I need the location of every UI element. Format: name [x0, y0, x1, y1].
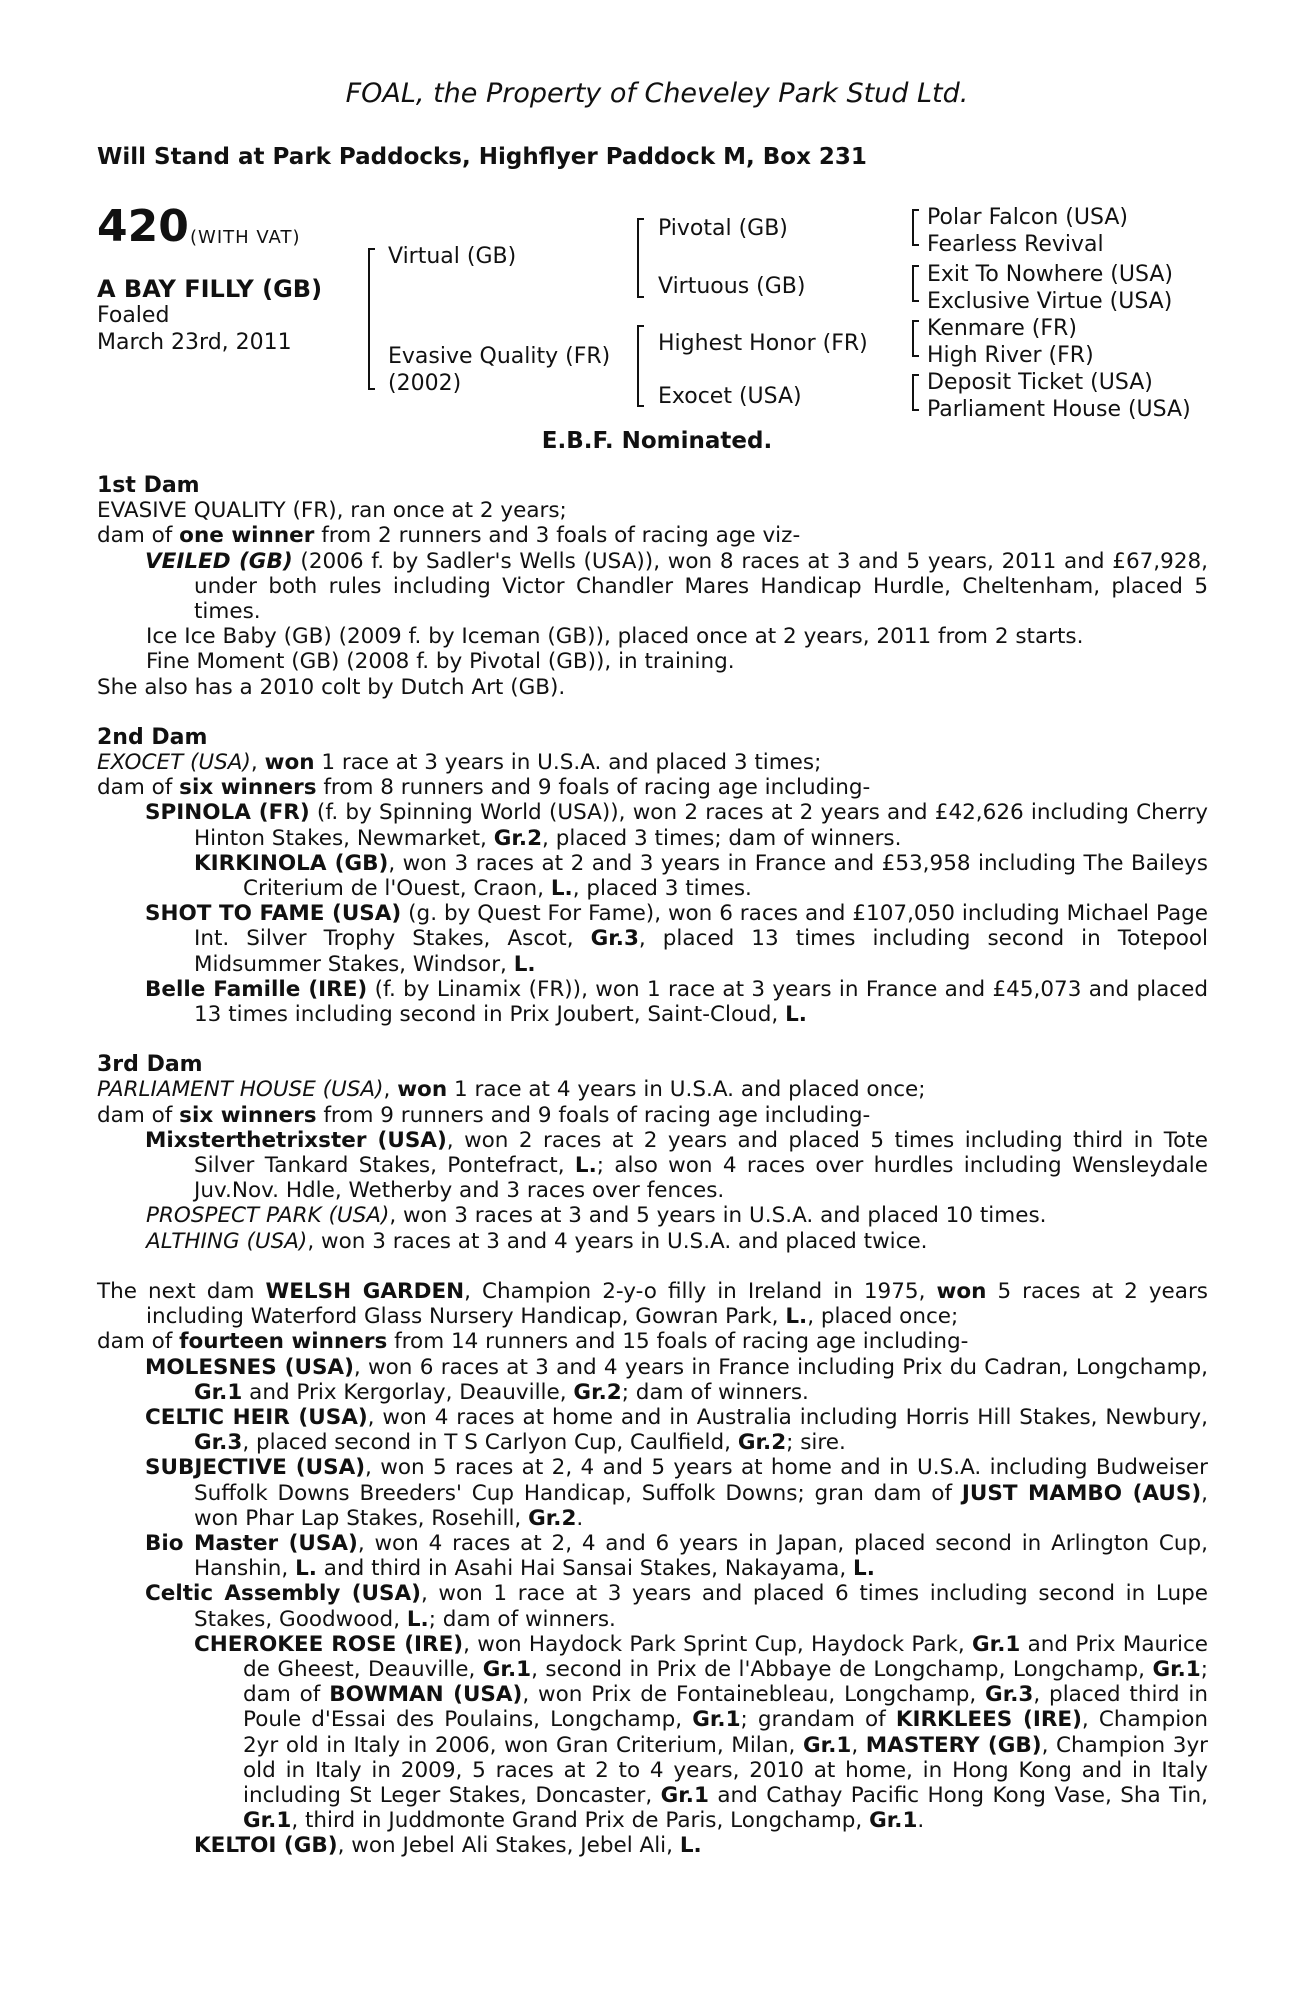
- produce-subjective: SUBJECTIVE (USA), won 5 races at 2, 4 and 5 years at home and in U.S.A. including Budweiser Suffolk Downs Breeders' Cup Handicap, Suffolk Downs; gran dam of JUST MAMBO (AUS), won Phar Lap Stakes, Rosehill, Gr.2.: [145, 1455, 1209, 1531]
- next-dam-summary: The next dam WELSH GARDEN, Champion 2-y-o filly in Ireland in 1975, won 5 races at 2 years including Waterford Glass Nursery Handicap, Gowran Park, L., placed once;: [97, 1278, 1208, 1330]
- produce-althing: ALTHING (USA), won 3 races at 3 and 4 years in U.S.A. and placed twice.: [146, 1228, 928, 1254]
- pedigree-brace-g3-3: [912, 320, 914, 357]
- pedigree-sire-sire: Pivotal (GB): [658, 216, 788, 241]
- produce-celtic-heir: CELTIC HEIR (USA), won 4 races at home and in Australia including Horris Hill Stakes, Newbury, Gr.3, placed second in T S Carlyon Cup, Caulfield, Gr.2; sire.: [145, 1404, 1208, 1456]
- produce-shot-to-fame: SHOT TO FAME (USA) (g. by Quest For Fame), won 6 races and £107,050 including Michael Page Int. Silver Trophy Stakes, Ascot, Gr.3, placed 13 times including second in Totepool Midsummer Stakes, Windsor, L.: [145, 901, 1208, 977]
- vat-note: (WITH VAT): [190, 227, 301, 248]
- foaled-date: March 23rd, 2011: [97, 330, 292, 355]
- pedigree-g3-6: High River (FR): [927, 343, 1094, 368]
- first-dam-summary: EVASIVE QUALITY (FR), ran once at 2 years;: [97, 498, 567, 524]
- produce-fine-moment: Fine Moment (GB) (2008 f. by Pivotal (GB)), in training.: [146, 649, 735, 675]
- pedigree-g3-2: Fearless Revival: [927, 232, 1104, 257]
- second-dam-summary: EXOCET (USA), won 1 race at 3 years in U.S.A. and placed 3 times;: [97, 750, 822, 776]
- first-dam-winners: dam of one winner from 2 runners and 3 foals of racing age viz-: [97, 523, 801, 549]
- produce-cherokee-rose: CHEROKEE ROSE (IRE), won Haydock Park Sprint Cup, Haydock Park, Gr.1 and Prix Maurice de Gheest, Deauville, Gr.1, second in Prix de l'Abbaye de Longchamp, Longchamp, Gr.1; dam of BOWMAN (USA), won Prix de Fontainebleau, Longchamp, Gr.3, placed third in Poule d'Essai des Poulains, Longchamp, Gr.1; grandam of KIRKLEES (IRE), Champion 2yr old in Italy in 2006, won Gran Criterium, Milan, Gr.1, MASTERY (GB), Champion 3yr old in Italy in 2009, 5 races at 2 to 4 years, 2010 at home, in Hong Kong and in Italy including St Leger Stakes, Doncaster, Gr.1 and Cathay Pacific Hong Kong Vase, Sha Tin, Gr.1, third in Juddmonte Grand Prix de Paris, Longchamp, Gr.1.: [194, 1631, 1209, 1834]
- pedigree-brace-main: [368, 248, 370, 390]
- pedigree-sire: Virtual (GB): [388, 244, 517, 269]
- second-dam-winners: dam of six winners from 8 runners and 9 foals of racing age including-: [97, 775, 871, 801]
- pedigree-dam-year: (2002): [388, 371, 462, 396]
- pedigree-brace-g3-2: [912, 265, 914, 302]
- produce-prospect-park: PROSPECT PARK (USA), won 3 races at 3 and 5 years in U.S.A. and placed 10 times.: [146, 1203, 1047, 1229]
- produce-belle-famille: Belle Famille (IRE) (f. by Linamix (FR)), won 1 race at 3 years in France and £45,073 and placed 13 times including second in Prix Joubert, Saint-Cloud, L.: [145, 976, 1209, 1028]
- first-dam-heading: 1st Dam: [97, 473, 200, 498]
- pedigree-dam-dam: Exocet (USA): [658, 384, 802, 409]
- stand-location: Will Stand at Park Paddocks, Highflyer Paddock M, Box 231: [97, 144, 867, 170]
- second-dam-heading: 2nd Dam: [97, 724, 208, 750]
- pedigree-sire-dam: Virtuous (GB): [658, 274, 806, 299]
- pedigree-g3-7: Deposit Ticket (USA): [927, 370, 1153, 395]
- produce-colt: She also has a 2010 colt by Dutch Art (GB).: [97, 674, 566, 700]
- next-dam-winners: dam of fourteen winners from 14 runners and 15 foals of racing age including-: [97, 1329, 969, 1355]
- third-dam-winners: dam of six winners from 9 runners and 9 foals of racing age including-: [97, 1102, 871, 1128]
- produce-kirkinola: KIRKINOLA (GB), won 3 races at 2 and 3 years in France and £53,958 including The Baileys Criterium de l'Ouest, Craon, L., placed 3 times.: [194, 850, 1208, 902]
- pedigree-g3-4: Exclusive Virtue (USA): [927, 289, 1173, 314]
- pedigree-brace-g3-4: [912, 374, 914, 411]
- lot-description: A BAY FILLY (GB): [97, 275, 323, 303]
- consignor-title: FOAL, the Property of Cheveley Park Stud Ltd.: [345, 78, 969, 109]
- pedigree-g3-3: Exit To Nowhere (USA): [927, 262, 1173, 287]
- produce-spinola: SPINOLA (FR) (f. by Spinning World (USA)), won 2 races at 2 years and £42,626 including Cherry Hinton Stakes, Newmarket, Gr.2, placed 3 times; dam of winners.: [145, 800, 1209, 851]
- third-dam-heading: 3rd Dam: [97, 1052, 203, 1078]
- pedigree-g3-8: Parliament House (USA): [927, 397, 1191, 422]
- pedigree-dam-sire: Highest Honor (FR): [658, 331, 868, 356]
- pedigree-g3-5: Kenmare (FR): [927, 316, 1077, 341]
- lot-number: 420: [97, 201, 189, 252]
- pedigree-dam: Evasive Quality (FR): [388, 344, 611, 369]
- produce-ice-ice-baby: Ice Ice Baby (GB) (2009 f. by Iceman (GB)), placed once at 2 years, 2011 from 2 starts.: [146, 624, 1084, 650]
- foaled-label: Foaled: [97, 303, 170, 328]
- produce-mixsterthetrixster: Mixsterthetrixster (USA), won 2 races at 2 years and placed 5 times including third in Tote Silver Tankard Stakes, Pontefract, L.; also won 4 races over hurdles including Wensleydale Juv.Nov. Hdle, Wetherby and 3 races over fences.: [145, 1127, 1209, 1204]
- produce-veiled: VEILED (GB) (2006 f. by Sadler's Wells (USA)), won 8 races at 3 and 5 years, 2011 and £67,928, under both rules including Victor Chandler Mares Handicap Hurdle, Cheltenham, placed 5 times.: [145, 548, 1209, 625]
- produce-celtic-assembly: Celtic Assembly (USA), won 1 race at 3 years and placed 6 times including second in Lupe Stakes, Goodwood, L.; dam of winners.: [145, 1581, 1208, 1632]
- pedigree-g3-1: Polar Falcon (USA): [927, 205, 1128, 230]
- produce-record: [97, 473, 1208, 1859]
- pedigree-brace-sire: [637, 218, 639, 298]
- produce-bio-master: Bio Master (USA), won 4 races at 2, 4 and 6 years in Japan, placed second in Arlington Cup, Hanshin, L. and third in Asahi Hai Sansai Stakes, Nakayama, L.: [145, 1530, 1208, 1582]
- pedigree-brace-g3-1: [912, 209, 914, 246]
- produce-keltoi: KELTOI (GB), won Jebel Ali Stakes, Jebel Ali, L.: [194, 1833, 702, 1859]
- ebf-nominated: E.B.F. Nominated.: [541, 428, 773, 454]
- third-dam-summary: PARLIAMENT HOUSE (USA), won 1 race at 4 years in U.S.A. and placed once;: [97, 1077, 926, 1103]
- pedigree-brace-dam: [637, 325, 639, 407]
- produce-molesnes: MOLESNES (USA), won 6 races at 3 and 4 years in France including Prix du Cadran, Longchamp, Gr.1 and Prix Kergorlay, Deauville, Gr.2; dam of winners.: [145, 1354, 1208, 1405]
